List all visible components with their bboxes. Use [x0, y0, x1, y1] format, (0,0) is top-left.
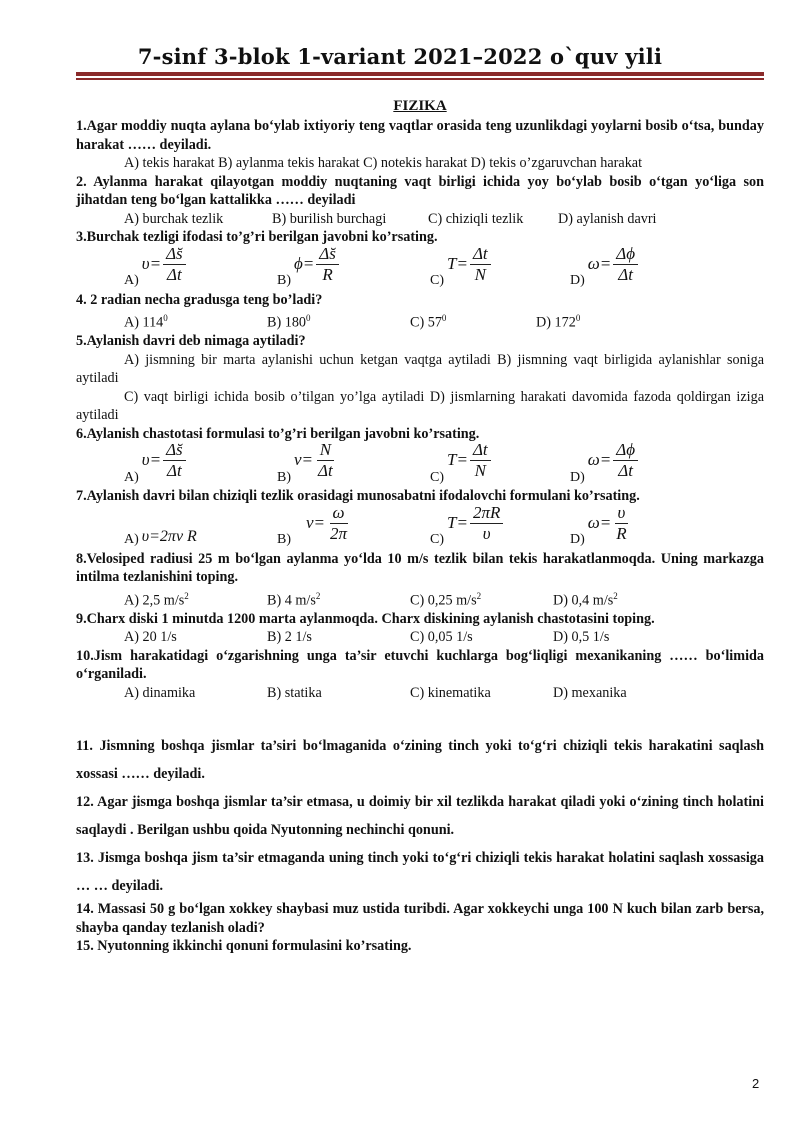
question-6-options	[76, 440, 764, 487]
question-4: 4. 2 radian necha gradusga teng bo’ladi?	[76, 291, 323, 308]
question-14: 14. Massasi 50 g bo‘lgan xokkey shaybasi muz ustida turibdi. Agar xokkeychi unga 100 N kuch bilan zarb bersa, shayba qanday tezlanish oladi?	[76, 901, 764, 936]
subject-title: FIZIKA	[393, 98, 447, 114]
question-6: 6.Aylanish chastotasi formulasi to’g’ri berilgan javobni ko’rsating.	[76, 425, 480, 442]
option: A) burchak tezlik	[124, 210, 224, 227]
option: C) T= $\frac{\Delta t}{N}$	[430, 440, 570, 487]
option: C) $57^0$	[410, 313, 447, 331]
option: D) ω= $\frac{\Delta\phi}{\Delta t}$	[570, 440, 638, 487]
option: B) ν= $\frac{\omega}{2\pi}$	[277, 502, 348, 548]
question-12: 12. Agar jismga boshqa jismlar ta’sir etmasa, u doimiy bir xil tezlikda harakat qiladi yoki o‘zining tinch holatini saqlaydi . Berilgan ushbu qoida Nyutonning nechinchi qonuni.	[76, 794, 764, 839]
option: D) $172^0$	[536, 313, 581, 331]
option: C) chiziqli tezlik	[428, 210, 524, 227]
question-8: 8.Velosiped radiusi 25 m bo‘lgan aylanma yo‘lda 10 m/s tezlik bilan tekis harakatlanmoqda. Uning markazga intilma tezlanishini toping.	[76, 550, 764, 586]
option: A) 20 1/s	[124, 629, 177, 646]
question-10-options	[76, 684, 764, 703]
option: A) υ= $\frac{\Delta s̆}{\Delta t}$	[124, 244, 277, 291]
header-rule-thick	[76, 72, 764, 76]
option: B) ϕ= $\frac{\Delta s̆}{R}$	[277, 244, 430, 291]
question-1-options: A) tekis harakat B) aylanma tekis harakat C) notekis harakat D) tekis o’zgaruvchan harakat	[124, 155, 643, 171]
option: B) burilish burchagi	[272, 210, 387, 227]
question-5: 5.Aylanish davri deb nimaga aytiladi?	[76, 333, 306, 350]
question-9-options	[76, 628, 764, 647]
option: D) 0,4 $m/s^2$	[553, 590, 618, 609]
question-4-options	[76, 309, 764, 332]
option: A) dinamika	[124, 684, 196, 701]
option: A) $114^0$	[124, 313, 168, 331]
option: B) $180^0$	[267, 313, 311, 331]
option: B) statika	[267, 684, 322, 701]
question-9: 9.Charx diski 1 minutda 1200 marta aylanmoqda. Charx diskining aylanish chastotasini toping.	[76, 610, 655, 627]
option: D) mexanika	[553, 684, 627, 701]
question-3: 3.Burchak tezligi ifodasi to’g’ri berilgan javobni ko’rsating.	[76, 229, 438, 245]
header-rule-thin	[76, 78, 764, 80]
option: B) 2 1/s	[267, 629, 312, 646]
question-7: 7.Aylanish davri bilan chiziqli tezlik orasidagi munosabatni ifodalovchi formulani ko’rsating.	[76, 488, 640, 505]
question-2: 2. Aylanma harakat qilayotgan moddiy nuqtaning vaqt birligi ichida yoy bo‘ylab bosib o‘tgan yo‘liga son jihatdan teng bo‘lgan kattalikka …… deyiladi	[76, 173, 764, 208]
page-header: 7-sinf 3-blok 1-variant 2021–2022 o`quv yili	[137, 44, 663, 69]
option: A) 2,5 $m/s^2$	[124, 590, 189, 609]
option: C) 0,25 $m/s^2$	[410, 590, 482, 609]
question-list	[76, 117, 764, 956]
option: D) ω= $\frac{\upsilon}{R}$	[570, 502, 627, 548]
question-8-options	[76, 587, 764, 610]
option: A) υ=2πν R	[124, 528, 197, 548]
option: C) T= $\frac{\Delta t}{N}$	[430, 244, 570, 291]
option: B) 4 $m/s^2$	[267, 590, 321, 609]
question-15: 15. Nyutonning ikkinchi qonuni formulasini ko’rsating.	[76, 938, 412, 955]
option: D) ω= $\frac{\Delta\phi}{\Delta t}$	[570, 244, 638, 291]
option: D) aylanish davri	[558, 210, 657, 227]
option: A) υ= $\frac{\Delta s̆}{\Delta t}$	[124, 440, 277, 487]
page-number: 2	[752, 1076, 760, 1091]
question-7-options	[76, 502, 764, 550]
option: C) kinematika	[410, 684, 491, 701]
question-13: 13. Jismga boshqa jism ta’sir etmaganda uning tinch yoki to‘g‘ri chiziqli tekis harakat holatini saqlash xossasiga … … deyiladi.	[76, 850, 764, 895]
question-3-options	[76, 243, 764, 291]
question-11: 11. Jismning boshqa jismlar ta’siri bo‘lmaganida o‘zining tinch yoki to‘g‘ri chiziqli tekis harakatini saqlash xossasi …… deyiladi.	[76, 738, 764, 783]
question-2-options	[76, 210, 764, 229]
question-1: 1.Agar moddiy nuqta aylana bo‘ylab ixtiyoriy teng vaqtlar orasida teng uzunlikdagi yoylarni bosib o‘tsa, bunday harakat …… deyiladi.	[76, 118, 764, 153]
question-5-options-line2: C) vaqt birligi ichida bosib o’tilgan yo’lga aytiladi D) jismlarning harakati davomida fazoda qoldirgan iziga aytiladi	[76, 388, 764, 424]
option: C) T= $\frac{2\pi R}{\upsilon}$	[430, 503, 570, 550]
question-5-options-line1: A) jismning bir marta aylanishi uchun ketgan vaqtga aytiladi B) jismning vaqt birligida aylanishlar soniga aytiladi	[76, 351, 764, 387]
option: C) 0,05 1/s	[410, 629, 473, 646]
option: B) ν= $\frac{N}{\Delta t}$	[277, 440, 333, 485]
option: D) 0,5 1/s	[553, 629, 610, 646]
question-10: 10.Jism harakatidagi o‘zgarishning unga ta’sir etuvchi kuchlarga bog‘liqligi mexanikaning …… bo‘limida o‘rganiladi.	[76, 647, 764, 683]
